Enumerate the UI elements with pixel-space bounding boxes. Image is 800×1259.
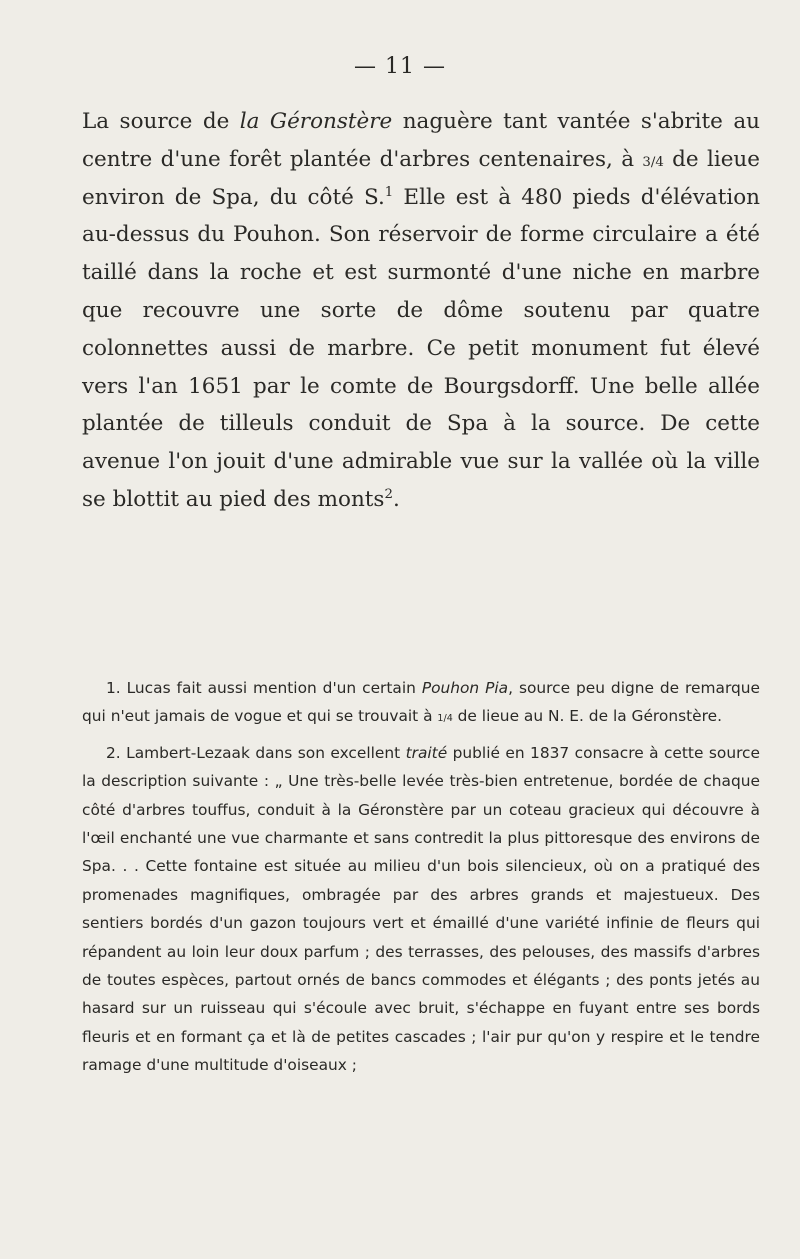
text-run: . xyxy=(392,486,400,512)
text-run: naguère tant vantée s'abrite au centre d'une forêt plantée d'arbres centenaires, à xyxy=(82,109,760,172)
fraction: 3/4 xyxy=(642,154,664,170)
fraction: 1/4 xyxy=(437,713,453,725)
text-run: de lieue environ de Spa, du côté S. xyxy=(82,146,761,210)
text-run: 1. Lucas fait aussi mention d'un certain xyxy=(106,679,422,697)
text-run: La source de xyxy=(82,109,240,134)
footnotes xyxy=(82,674,760,1080)
main-text xyxy=(82,103,760,519)
footnote-2 xyxy=(82,739,760,1080)
italic-title: Pouhon Pia xyxy=(421,679,509,697)
text-run: Elle est à 480 pieds d'élévation au-dessus du Pouhon. Son réservoir de forme circulaire a été taillé dans la roche et est surmonté d'une niche en marbre que recouvre une sorte de dôme soutenu par quatre colonnettes aussi de marbre. Ce petit monument fut élevé vers l'an 1651 par le comte de Bourgsdorff. Une belle allée plantée de tilleuls conduit de Spa à la source. De cette avenue l'on jouit d'une admirable vue sur la vallée où la ville se blottit au pied des monts xyxy=(82,184,760,512)
text-run: publié en 1837 consacre à cette source la description suivante : „ Une très-belle levée très-bien entretenue, bordée de chaque côté d'arbres touffus, conduit à la Géronstère par un coteau gracieux qui découvre à l'œil enchanté une vue charmante et sans contredit la plus pittoresque des environs de Spa. . . Cette fontaine est située au milieu d'un bois silencieux, où on a pratiqué des promenades magnifiques, ombragée par des arbres grands et majestueux. Des sentiers bordés d'un gazon toujours vert et émaillé d'une variété infinie de fleurs qui répandent au loin leur doux parfum ; des terrasses, des pelouses, des massifs d'arbres de toutes espèces, partout ornés de bancs commodes et élégants ; des ponts jetés au hasard sur un ruisseau qui s'écoule avec bruit, s'échappe en fuyant entre ses bords fleuris et en formant ça et là de petites cascades ; l'air pur qu'on y respire et le tendre ramage d'une multitude d'oiseaux ; xyxy=(82,743,760,1075)
text-run: 2. Lambert-Lezaak dans son excellent xyxy=(106,743,406,762)
italic-title: la Géronstère xyxy=(239,109,393,134)
text-run: , source peu digne de remarque qui n'eut jamais de vogue et qui se trouvait à xyxy=(82,679,760,726)
page-number: — 11 — xyxy=(354,54,446,79)
italic-title: traité xyxy=(405,743,448,762)
text-run: de lieue au N. E. de la Géronstère. xyxy=(452,707,722,726)
paragraph xyxy=(82,103,760,519)
footnote-ref-1: 1 xyxy=(384,184,394,200)
footnote-1 xyxy=(82,674,760,731)
footnote-ref-2: 2 xyxy=(384,486,393,502)
